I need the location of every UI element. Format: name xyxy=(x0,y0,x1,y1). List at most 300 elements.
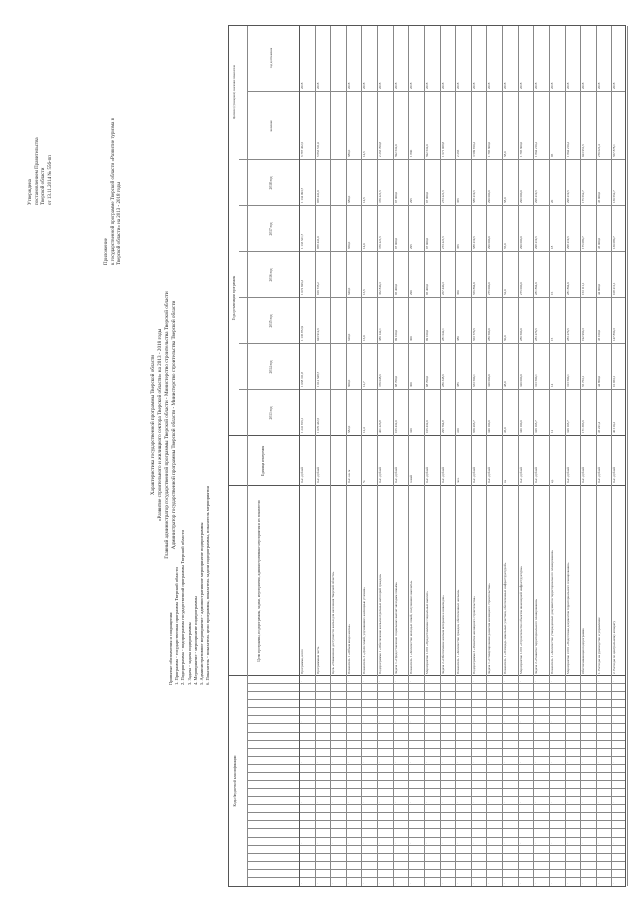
table-code-mark: · xyxy=(518,802,523,804)
table-code-mark: · xyxy=(456,761,461,763)
approval-line3: от 13.11.2014 № 556-пп xyxy=(47,155,53,205)
grid-vline xyxy=(239,205,625,206)
table-cell-value: 320 000,0 xyxy=(518,374,523,387)
table-code-mark: · xyxy=(378,721,383,723)
table-row-unit: тыс. рублей xyxy=(300,467,304,483)
table-cell-value: 15 xyxy=(549,337,554,341)
table-row-name: Подпрограмма 1 «Обеспечение жильем отдельных категорий граждан» xyxy=(378,573,383,674)
table-cell-value: 919 735,2 xyxy=(315,282,320,295)
table-cell-value: 380 xyxy=(456,336,461,341)
table-code-mark: · xyxy=(409,761,414,763)
grid-vline xyxy=(247,740,625,741)
table-cell-value: 295 xyxy=(409,244,414,249)
table-cell-value: 48,0 xyxy=(503,381,508,387)
table-code-mark: · xyxy=(331,761,336,763)
grid-hline xyxy=(247,26,248,886)
table-code-mark: · xyxy=(362,721,367,723)
table-code-mark: · xyxy=(612,721,617,723)
table-code-mark: · xyxy=(346,842,351,844)
grid-vline xyxy=(247,683,625,684)
table-code-mark: · xyxy=(315,802,320,804)
table-cell-value: 640,0 xyxy=(346,287,351,295)
table-row-unit: тыс. рублей xyxy=(581,467,586,483)
table-row-name: Цель «Повышение доступности жилья для населения Тверской области» xyxy=(331,571,336,674)
notes-item: 5. Административное мероприятие - административное мероприятие подпрограммы xyxy=(199,522,205,685)
table-cell-value: 588 219,5 xyxy=(471,236,476,249)
table-code-mark: · xyxy=(300,681,304,683)
table-cell-value: 2 263 700,8 xyxy=(378,141,383,157)
table-cell-value: 298 219,5 xyxy=(534,190,539,203)
table-cell-value: 290 000,0 xyxy=(487,236,492,249)
grid-vline xyxy=(247,869,625,870)
table-cell-value: 275 000,0 xyxy=(518,282,523,295)
table-cell-value: 2018 xyxy=(534,82,539,89)
table-cell-value: 98 700,0 xyxy=(424,375,429,387)
table-cell-value: 5 863 511,0 xyxy=(315,141,320,157)
table-cell-value: 2 265 xyxy=(456,149,461,157)
grid-vline xyxy=(239,389,625,390)
grid-vline xyxy=(247,772,625,773)
table-cell-value: 2018 xyxy=(440,82,445,89)
table-cell-value: 298 219,5 xyxy=(565,236,570,249)
table-cell-value: 280 500,0 xyxy=(518,328,523,341)
table-row-unit: тыс. кв. м xyxy=(346,469,351,483)
table-code-mark: · xyxy=(409,882,414,884)
table-code-mark: · xyxy=(549,802,554,804)
table-code-mark: · xyxy=(612,681,617,683)
table-cell-value: 52,0 xyxy=(503,289,508,295)
table-cell-value: 58,0 xyxy=(503,197,508,203)
grid-vline xyxy=(247,842,625,846)
table-cell-value: 290 000,0 xyxy=(487,190,492,203)
table-code-mark: · xyxy=(534,721,539,723)
table-row-unit: тыс. рублей xyxy=(315,467,320,483)
notes-block xyxy=(168,385,211,685)
table-code-mark: · xyxy=(409,681,414,683)
table-code-mark: · xyxy=(487,882,492,884)
table-cell-value: 1 134 093,7 xyxy=(300,187,304,203)
table-row-unit: чел. xyxy=(456,477,461,483)
table-cell-value: 320 xyxy=(409,428,414,433)
table-cell-value: 2018 xyxy=(393,82,398,89)
table-code-mark: · xyxy=(300,802,304,804)
table-cell-value: 283 270,5 xyxy=(534,328,539,341)
table-code-mark: · xyxy=(503,761,508,763)
table-row-unit: тыс. рублей xyxy=(393,467,398,483)
table-row-unit: тыс. рублей xyxy=(612,467,617,483)
table-code-mark: · xyxy=(596,882,601,884)
table-row-name: Мероприятие 1.001 «Предоставление социальных выплат» xyxy=(424,591,429,674)
table-cell-value: 340 100,0 xyxy=(487,420,492,433)
header-year: 2016 год xyxy=(269,268,273,282)
table-code-mark: · xyxy=(565,802,570,804)
table-code-mark: · xyxy=(612,882,617,884)
table-cell-value: 55 763,1 xyxy=(581,375,586,387)
approval-label: Утверждена xyxy=(28,179,33,205)
table-cell-value: 44 900,0 xyxy=(596,283,601,295)
table-code-mark: · xyxy=(424,802,429,804)
header-target-sub: значение xyxy=(269,120,273,132)
title-line3: Главный администратор государственной программы Тверской области - Министерство строительства Тверской области xyxy=(164,291,170,559)
table-cell-value: 55,0 xyxy=(503,243,508,249)
table-code-mark: · xyxy=(456,802,461,804)
table-row-name: Программа, всего xyxy=(300,649,304,674)
table-code-mark: · xyxy=(424,721,429,723)
table-cell-value: 95 400,0 xyxy=(393,283,398,295)
table-cell-value: 192 960,3 xyxy=(581,328,586,341)
table-code-mark: · xyxy=(346,882,351,884)
table-cell-value: 1 804 210,2 xyxy=(534,141,539,157)
table-code-mark: · xyxy=(362,882,367,884)
table-code-mark: · xyxy=(534,882,539,884)
table-cell-value: 298 219,5 xyxy=(565,190,570,203)
table-code-mark: · xyxy=(393,761,398,763)
grid-vline xyxy=(247,804,625,805)
title-line4: Администратор государственной программы Тверской области - Министерство строительства Тверской области xyxy=(171,300,177,550)
table-cell-value: 340 100,0 xyxy=(518,420,523,433)
table-cell-value: 2018 xyxy=(456,82,461,89)
table-cell-value: 2018 xyxy=(424,82,429,89)
table-cell-value: 2018 xyxy=(612,82,617,89)
table-code-mark: · xyxy=(315,882,320,884)
table-code-mark: · xyxy=(596,681,601,683)
table-cell-value: 1 072 846,3 xyxy=(300,279,304,295)
table-cell-value: 58,0 xyxy=(503,151,508,157)
table-cell-value: 2018 xyxy=(362,82,367,89)
table-cell-value: 1 804 210,2 xyxy=(565,141,570,157)
grid-vline xyxy=(247,691,625,692)
approval-line1: постановлением Правительства xyxy=(34,137,40,205)
table-cell-value: 360 xyxy=(456,290,461,295)
table-code-mark: · xyxy=(440,842,445,844)
table-row-name: Задача 1 «Предоставление социальных выплат молодым семьям» xyxy=(393,582,398,674)
table-code-mark: · xyxy=(503,882,508,884)
table-code-mark: · xyxy=(378,681,383,683)
table-cell-value: 958 441,0 xyxy=(315,236,320,249)
grid-vline xyxy=(247,877,625,878)
table-row-name: Мероприятие 2.001 «Подготовка документов территориального планирования» xyxy=(565,562,570,674)
table-code-mark: · xyxy=(581,882,586,884)
table-cell-value: 295 xyxy=(409,198,414,203)
table-code-mark: · xyxy=(315,681,320,683)
table-cell-value: 3 599 810,2 xyxy=(471,141,476,157)
header-unit: Единица измерения xyxy=(261,445,265,477)
table-cell-value: 365 xyxy=(456,244,461,249)
attachment-block xyxy=(104,25,124,265)
table-code-mark: · xyxy=(534,802,539,804)
table-cell-value: 2018 xyxy=(378,82,383,89)
table-code-mark: · xyxy=(362,761,367,763)
table-code-mark: · xyxy=(424,681,429,683)
table-cell-value: 380 142,1 xyxy=(378,328,383,341)
table-cell-value: 105 432,0 xyxy=(424,420,429,433)
table-code-mark: · xyxy=(393,882,398,884)
table-code-mark: · xyxy=(487,802,492,804)
table-cell-value: 99 100,0 xyxy=(424,329,429,341)
grid-vline xyxy=(247,780,625,781)
table-cell-value: 275 000,0 xyxy=(487,282,492,295)
table-code-mark: · xyxy=(362,842,367,844)
table-code-mark: · xyxy=(503,681,508,683)
table-cell-value: 1 136 872,9 xyxy=(300,325,304,341)
table-cell-value: 14 xyxy=(549,383,554,387)
table-cell-value: 99 100,0 xyxy=(393,329,398,341)
table-code-mark: · xyxy=(534,842,539,844)
table-cell-value: 97 000,0 xyxy=(393,191,398,203)
table-code-mark: · xyxy=(300,761,304,763)
table-cell-value: 582,0 xyxy=(346,425,351,433)
table-code-mark: · xyxy=(300,842,304,844)
table-cell-value: 2018 xyxy=(315,82,320,89)
table-code-mark: · xyxy=(503,721,508,723)
table-cell-value: 365 xyxy=(456,198,461,203)
table-code-mark: · xyxy=(581,721,586,723)
table-code-mark: · xyxy=(315,721,320,723)
table-cell-value: 105 432,0 xyxy=(393,420,398,433)
table-row-line xyxy=(330,26,331,886)
table-code-mark: · xyxy=(549,842,554,844)
header-year: 2015 год xyxy=(269,314,273,328)
table-row-name: Подпрограмма 2 «Развитие жилищного строительства» xyxy=(471,596,476,674)
table-code-mark: · xyxy=(362,802,367,804)
table-code-mark: · xyxy=(331,681,336,683)
notes-item: 4. Мероприятие - мероприятие подпрограммы xyxy=(192,596,198,685)
table-cell-value: 1 133 521,7 xyxy=(300,233,304,249)
table-cell-value: 95 xyxy=(549,153,554,157)
table-code-mark: · xyxy=(596,721,601,723)
table-code-mark: · xyxy=(378,761,383,763)
table-cell-value: 300 xyxy=(409,336,414,341)
table-cell-value: 281 894,9 xyxy=(534,282,539,295)
table-code-mark: · xyxy=(471,681,476,683)
attachment-line1: Приложение xyxy=(104,238,109,265)
table-cell-value: 2018 xyxy=(487,82,492,89)
table-row-unit: семей xyxy=(409,474,414,483)
header-name: Цели программы, подпрограммы, задачи, мероприятия, административные мероприятия и их показатели xyxy=(257,500,261,662)
table-cell-value: 379 048,6 xyxy=(378,374,383,387)
table-code-mark: · xyxy=(393,721,398,723)
table-code-mark: · xyxy=(518,842,523,844)
approval-block xyxy=(28,15,54,205)
grid-vline xyxy=(247,732,625,733)
table-row-unit: тыс. рублей xyxy=(440,467,445,483)
table-cell-value: 370 221,5 xyxy=(378,236,383,249)
table-cell-value: 592 632,0 xyxy=(424,144,429,157)
table-code-mark: · xyxy=(487,842,492,844)
table-code-mark: · xyxy=(518,761,523,763)
grid-vline xyxy=(239,343,625,344)
table-row-name: Показатель 1 «Площадь земельных участков, обеспеченных инфраструктурой» xyxy=(503,562,508,674)
table-code-mark: · xyxy=(612,761,617,763)
table-cell-value: 1 241 816,1 xyxy=(300,417,304,433)
table-code-mark: · xyxy=(565,882,570,884)
table-code-mark: · xyxy=(471,721,476,723)
table-cell-value: 16 xyxy=(549,291,554,295)
table-code-mark: · xyxy=(565,681,570,683)
table-row-name: Задача 2 «Обеспечение жильем ветеранов и инвалидов» xyxy=(440,595,445,674)
table-cell-value: 2018 xyxy=(581,82,586,89)
table-code-mark: · xyxy=(331,842,336,844)
table-code-mark: · xyxy=(487,761,492,763)
table-row-name: Задача 2 «Развитие территориального планирования» xyxy=(534,598,539,674)
table-cell-value: 14,5 xyxy=(362,197,367,203)
table-code-mark: · xyxy=(503,842,508,844)
table-cell-value: 97 000,0 xyxy=(424,191,429,203)
table-row-name: Обеспечивающая подпрограмма xyxy=(581,628,586,674)
header-code: Коды бюджетной классификации xyxy=(233,755,237,807)
table-row-name: 2. Расходы по центральному аппарату xyxy=(612,620,617,674)
table-cell-value: 620,0 xyxy=(346,333,351,341)
table-code-mark: · xyxy=(503,802,508,804)
table-cell-value: 45 000,0 xyxy=(596,191,601,203)
table-cell-value: 633 500,1 xyxy=(471,374,476,387)
table-cell-value: 130 652,7 xyxy=(612,190,617,203)
table-code-mark: · xyxy=(549,882,554,884)
grid-vline xyxy=(247,828,625,829)
grid-vline xyxy=(239,251,625,252)
table-cell-value: 1 012 548,7 xyxy=(315,371,320,387)
table-code-mark: · xyxy=(393,842,398,844)
table-row-name: Показатель 1 «Объем ввода жилья» xyxy=(346,624,351,674)
table-cell-value: 1 795 600,0 xyxy=(487,141,492,157)
table-cell-value: 298 219,5 xyxy=(534,236,539,249)
table-code-mark: · xyxy=(300,882,304,884)
table-code-mark: · xyxy=(596,761,601,763)
notes-heading: Принятые обозначения и сокращения: xyxy=(168,611,173,685)
header-year: 2013 год xyxy=(269,406,273,420)
table-cell-value: 6 787 462,5 xyxy=(300,141,304,157)
table-code-mark: · xyxy=(409,802,414,804)
table-cell-value: 12 xyxy=(549,429,554,433)
table-cell-value: 45,0 xyxy=(503,427,508,433)
table-cell-value: 108 211,1 xyxy=(612,282,617,295)
table-cell-value: 1 795 600,0 xyxy=(518,141,523,157)
grid-vline xyxy=(247,91,625,92)
table-cell-value: 44 800,0 xyxy=(596,375,601,387)
title-line2: «Развитие строительного и жилищного сектора Тверской области» на 2013 - 2018 годы xyxy=(157,328,163,522)
table-cell-value: 1 671 068,8 xyxy=(440,141,445,157)
table-cell-value: 2018 xyxy=(549,82,554,89)
table-row-unit: тыс. рублей xyxy=(378,467,383,483)
table-code-mark: · xyxy=(471,842,476,844)
table-cell-value: 290 000,0 xyxy=(518,190,523,203)
grid-vline xyxy=(229,675,625,676)
table-cell-value: 97 000,0 xyxy=(424,237,429,249)
table-row-unit: тыс. рублей xyxy=(471,467,476,483)
table-cell-value: 175 080,7 xyxy=(581,236,586,249)
table-code-mark: · xyxy=(300,721,304,723)
table-cell-value: 13,0 xyxy=(362,335,367,341)
table-cell-value: 18 xyxy=(549,245,554,249)
table-row-line xyxy=(627,26,628,886)
table-cell-value: 2018 xyxy=(346,82,351,89)
table-row-unit: ед. xyxy=(549,479,554,483)
table-code-mark: · xyxy=(362,681,367,683)
header-year: 2018 год xyxy=(269,176,273,190)
table-cell-value: 290 xyxy=(409,290,414,295)
table-cell-value: 2018 xyxy=(503,82,508,89)
table-cell-value: 958 441,0 xyxy=(315,190,320,203)
table-cell-value: 556 894,9 xyxy=(471,282,476,295)
table-cell-value: 385 xyxy=(456,382,461,387)
table-code-mark: · xyxy=(534,761,539,763)
table-cell-value: 410 xyxy=(456,428,461,433)
grid-vline xyxy=(247,788,625,789)
table-code-mark: · xyxy=(471,882,476,884)
table-cell-value: 283 270,5 xyxy=(565,328,570,341)
table-row-unit: тыс. рублей xyxy=(565,467,570,483)
table-cell-value: 280 348,6 xyxy=(440,374,445,387)
table-cell-value: 45 000,0 xyxy=(596,237,601,249)
table-cell-value: 45 221,4 xyxy=(596,421,601,433)
table-code-mark: · xyxy=(456,842,461,844)
table-row-unit: тыс. рублей xyxy=(596,467,601,483)
notes-item: 3. Задача - задача подпрограммы xyxy=(186,622,192,685)
grid-vline xyxy=(247,837,625,838)
table-cell-value: 273 221,5 xyxy=(440,190,445,203)
table-cell-value: 592 632,0 xyxy=(393,144,398,157)
table-code-mark: · xyxy=(612,802,617,804)
table-code-mark: · xyxy=(596,842,601,844)
table-code-mark: · xyxy=(612,842,617,844)
table-cell-value: 401 226,8 xyxy=(378,420,383,433)
table-cell-value: 290 000,0 xyxy=(518,236,523,249)
table-code-mark: · xyxy=(440,802,445,804)
table-cell-value: 923 951,5 xyxy=(581,144,586,157)
table-code-mark: · xyxy=(378,842,383,844)
grid-vline xyxy=(229,485,625,486)
table-cell-value: 2018 xyxy=(596,82,601,89)
title-line1: Характеристика государственной программы Тверской области xyxy=(150,354,156,496)
table-cell-value: 13,5 xyxy=(362,289,367,295)
table-code-mark: · xyxy=(331,882,336,884)
table-code-mark: · xyxy=(440,721,445,723)
table-code-mark: · xyxy=(534,681,539,683)
characteristics-table xyxy=(228,25,626,887)
grid-vline xyxy=(247,861,625,862)
table-code-mark: · xyxy=(315,761,320,763)
table-cell-value: 362 840,3 xyxy=(378,282,383,295)
table-cell-value: 2018 xyxy=(300,82,304,89)
grid-vline xyxy=(247,820,625,821)
table-code-mark: · xyxy=(393,681,398,683)
table-code-mark: · xyxy=(518,681,523,683)
table-cell-value: 147 860,3 xyxy=(612,328,617,341)
table-cell-value: 300 xyxy=(409,382,414,387)
rotated-landscape-sheet xyxy=(0,5,640,905)
table-cell-value: 329 105,7 xyxy=(565,420,570,433)
table-cell-value: 273 221,5 xyxy=(440,236,445,249)
table-code-mark: · xyxy=(487,721,492,723)
table-cell-value: 97 000,0 xyxy=(393,237,398,249)
table-row-name: Показатель 1 «Количество утвержденных документов территориального планирования» xyxy=(549,549,554,674)
table-code-mark: · xyxy=(346,761,351,763)
table-cell-value: 329 105,7 xyxy=(534,420,539,433)
table-cell-value: 680,0 xyxy=(346,149,351,157)
table-cell-value: 20 xyxy=(549,199,554,203)
table-cell-value: 2018 xyxy=(518,82,523,89)
table-row-unit: тыс. рублей xyxy=(424,467,429,483)
table-code-mark: · xyxy=(378,802,383,804)
table-cell-value: 1 068 311,8 xyxy=(300,371,304,387)
table-code-mark: · xyxy=(596,802,601,804)
attachment-line2: к государственной программе Тверской области «Развитие туризма в xyxy=(110,118,116,265)
table-cell-value: 600,0 xyxy=(346,379,351,387)
table-code-mark: · xyxy=(565,842,570,844)
table-row-unit: тыс. рублей xyxy=(487,467,492,483)
table-row-unit: тыс. рублей xyxy=(534,467,539,483)
table-cell-value: 281 042,1 xyxy=(440,328,445,341)
